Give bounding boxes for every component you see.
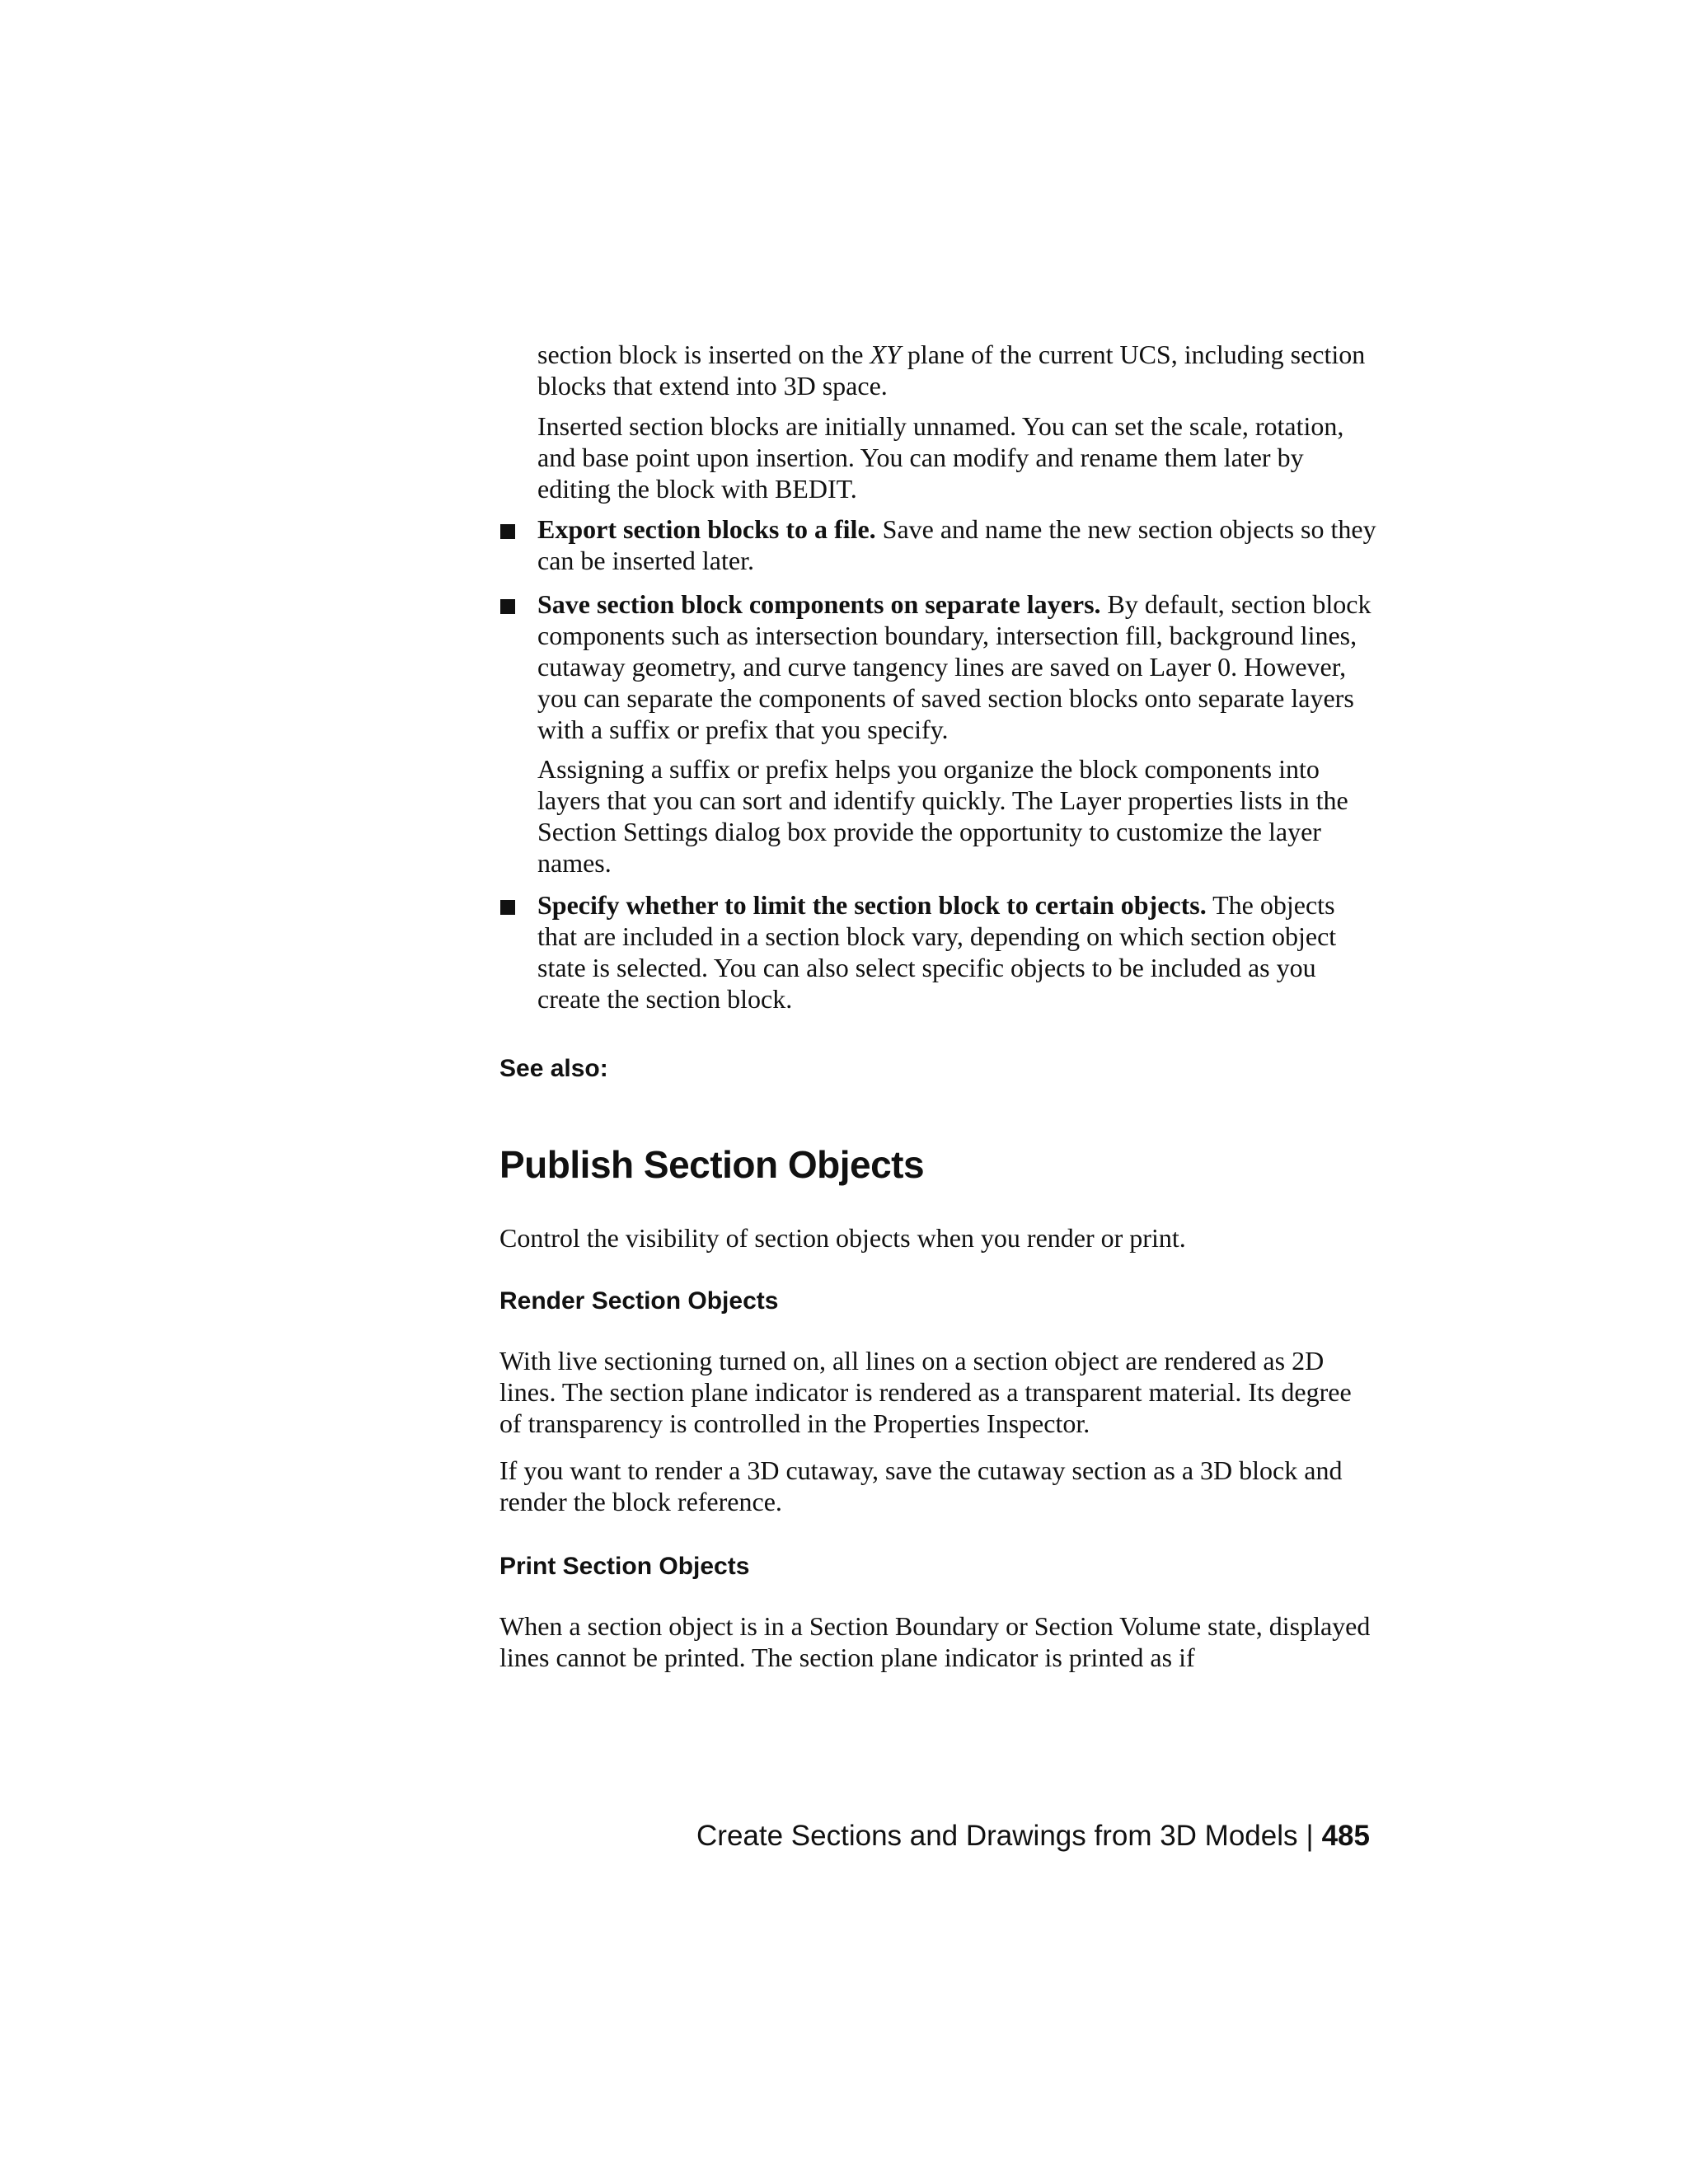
bullet-text: By default, section block components such as intersection boundary, intersection fill, background lines, cutaway geometry, and curve tangency lines are saved on Layer 0. However, you can separate the components of saved section blocks onto separate layers with a suffix or prefix that you specify.: [537, 589, 1372, 744]
bullet-lead: Specify whether to limit the section block to certain objects.: [537, 890, 1207, 920]
paragraph-inserted-blocks: Inserted section blocks are initially unnamed. You can set the scale, rotation, and base point upon insertion. You can modify and rename them later by editing the block with BEDIT.: [537, 411, 1344, 504]
text-fragment: section block is inserted on the: [537, 340, 870, 369]
bullet-lead: Save section block components on separate layers.: [537, 589, 1101, 619]
section-title: Publish Section Objects: [499, 1143, 925, 1186]
page-footer: [696, 1818, 1370, 1854]
page-number: 485: [1321, 1820, 1370, 1852]
bullet-item-export: [537, 513, 1378, 576]
italic-term: XY: [870, 340, 901, 369]
text-fragment: plane of the current UCS, including section blocks that extend into 3D space.: [537, 340, 1366, 401]
paragraph-render-1: With live sectioning turned on, all lines on a section object are rendered as 2D lines. The section plane indicator is rendered as a transparent material. Its degree of transparency is controlled in the Properties Inspector.: [499, 1346, 1352, 1438]
bullet-text: The objects that are included in a section block vary, depending on which section object state is selected. You can also select specific objects to be included as you create the section block.: [537, 890, 1337, 1014]
bullet-item-limit: [537, 889, 1378, 1015]
subheading-print: Print Section Objects: [499, 1553, 750, 1580]
subheading-render: Render Section Objects: [499, 1287, 779, 1315]
bullet-square-icon: [500, 900, 515, 915]
footer-separator: |: [1306, 1820, 1314, 1852]
footer-chapter-title: Create Sections and Drawings from 3D Models: [696, 1820, 1298, 1852]
bullet-square-icon: [500, 599, 515, 614]
bullet-item-layers: [537, 588, 1378, 745]
bullet-lead: Export section blocks to a file.: [537, 514, 876, 544]
paragraph-render-2: If you want to render a 3D cutaway, save the cutaway section as a 3D block and render the block reference.: [499, 1455, 1343, 1516]
bullet-text: Save and name the new section objects so they can be inserted later.: [537, 514, 1376, 575]
section-intro: Control the visibility of section objects when you render or print.: [499, 1223, 1186, 1253]
bullet-square-icon: [500, 524, 515, 539]
paragraph-continuation: [537, 339, 1378, 401]
paragraph-print-1: When a section object is in a Section Boundary or Section Volume state, displayed lines cannot be printed. The section plane indicator is printed as if: [499, 1611, 1371, 1672]
see-also-label: See also:: [499, 1055, 608, 1082]
paragraph-suffix-prefix: Assigning a suffix or prefix helps you organize the block components into layers that you can sort and identify quickly. The Layer properties lists in the Section Settings dialog box provide the opportunity to customize the layer names.: [537, 754, 1348, 878]
